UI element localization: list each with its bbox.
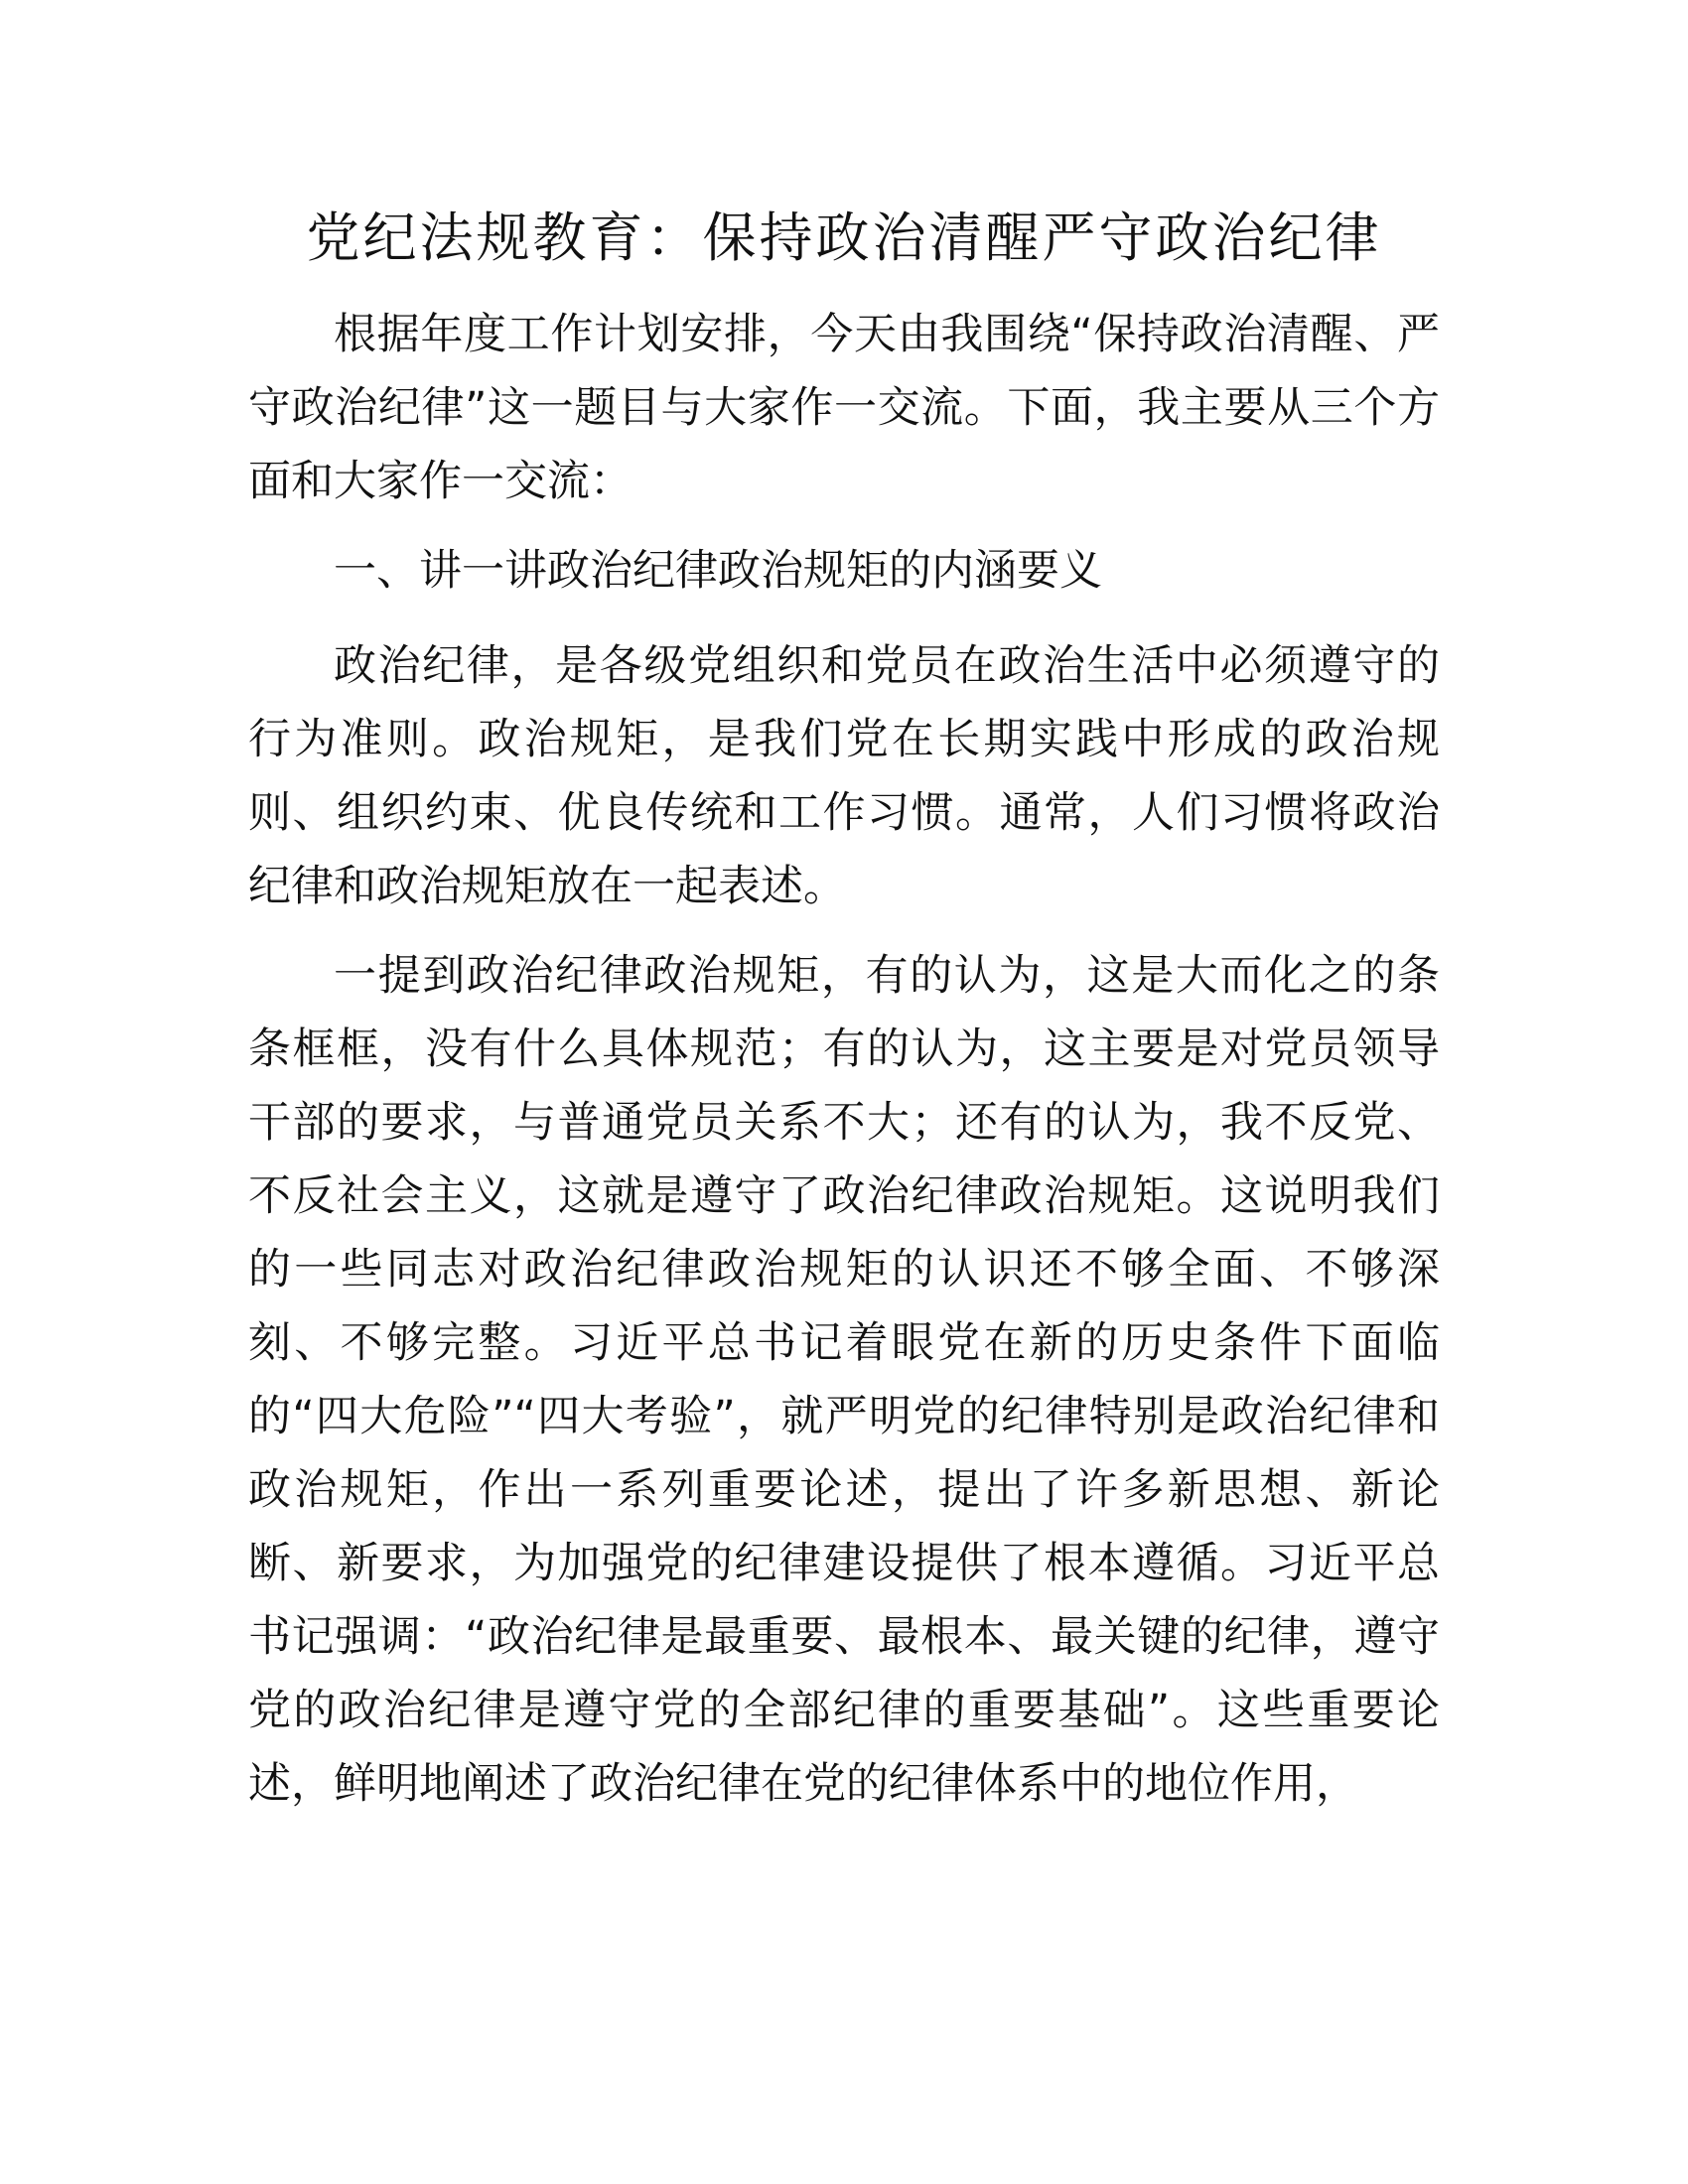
discussion-paragraph: 一提到政治纪律政治规矩，有的认为，这是大而化之的条条框框，没有什么具体规范；有的认为，这主要是对党员领导干部的要求，与普通党员关系不大；还有的认为，我不反党、不反社会主义，这就是遵守了政治纪律政治规矩。这说明我们的一些同志对政治纪律政治规矩的认识还不够全面、不够深刻、不够完整。习近平总书记着眼党在新的历史条件下面临的“四大危险”“四大考验”，就严明党的纪律特别是政治纪律和政治规矩，作出一系列重要论述，提出了许多新思想、新论断、新要求，为加强党的纪律建设提供了根本遵循。习近平总书记强调：“政治纪律是最重要、最根本、最关键的纪律，遵守党的政治纪律是遵守党的全部纪律的重要基础”。这些重要论述，鲜明地阐述了政治纪律在党的纪律体系中的地位作用，	[248, 951, 1440, 1809]
document-body	[248, 298, 1440, 1837]
definition-paragraph: 政治纪律，是各级党组织和党员在政治生活中必须遵守的行为准则。政治规矩，是我们党在长期实践中形成的政治规则、组织约束、优良传统和工作习惯。通常，人们习惯将政治纪律和政治规矩放在一起表述。	[248, 641, 1440, 911]
section-heading-1: 一、讲一讲政治纪律政治规矩的内涵要义	[334, 546, 1102, 596]
intro-paragraph: 根据年度工作计划安排，今天由我围绕“保持政治清醒、严守政治纪律”这一题目与大家作一交流。下面，我主要从三个方面和大家作一交流：	[248, 310, 1440, 506]
document-title: 党纪法规教育：保持政治清醒严守政治纪律	[306, 206, 1382, 269]
